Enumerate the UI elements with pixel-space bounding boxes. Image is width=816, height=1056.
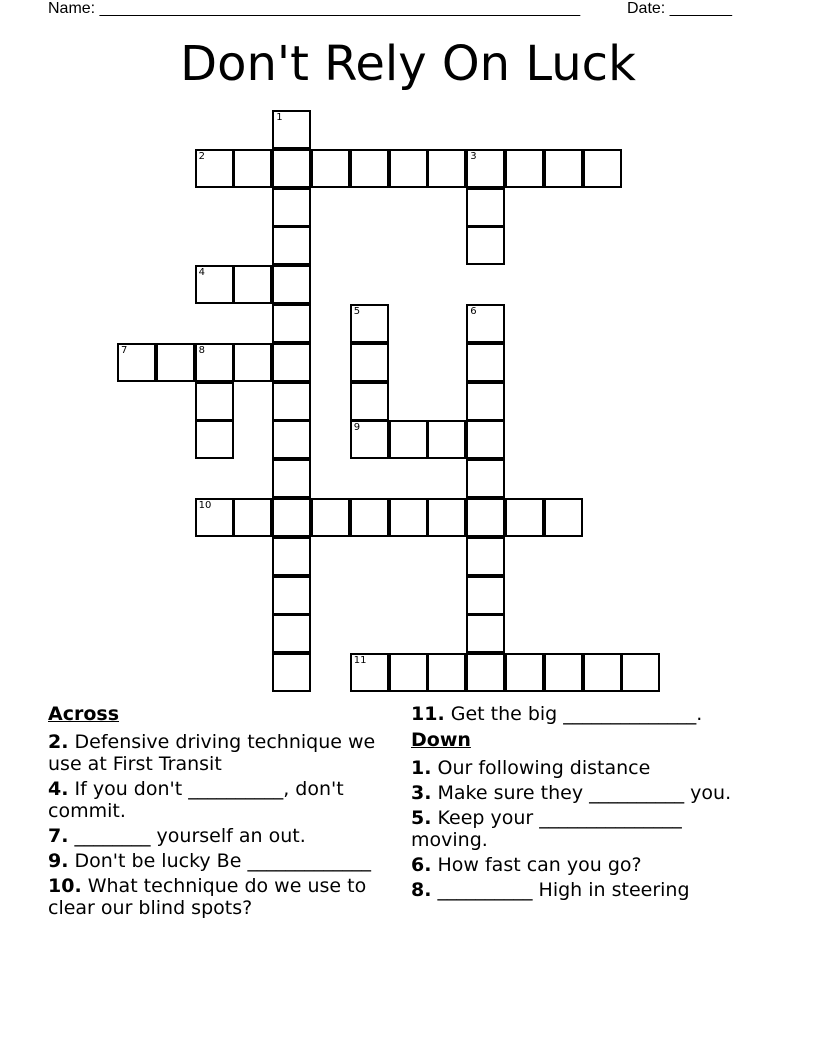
- grid-cell[interactable]: [311, 149, 350, 188]
- name-field[interactable]: Name: ______________________________________________________: [48, 0, 581, 17]
- grid-cell[interactable]: [389, 653, 428, 692]
- grid-cell[interactable]: [427, 149, 466, 188]
- down-heading: Down: [411, 729, 471, 751]
- across-clues: [48, 703, 398, 922]
- grid-cell[interactable]: [272, 576, 311, 615]
- grid-cell[interactable]: [466, 226, 505, 265]
- clue-across-9: 9. Don't be lucky Be _____________: [48, 850, 371, 872]
- grid-cell[interactable]: [350, 498, 389, 537]
- grid-cell[interactable]: [505, 149, 544, 188]
- grid-cell[interactable]: [195, 149, 234, 188]
- grid-cell[interactable]: [350, 653, 389, 692]
- grid-cell[interactable]: [466, 653, 505, 692]
- grid-cell[interactable]: [466, 304, 505, 343]
- cell-number: 1: [276, 112, 283, 123]
- grid-cell[interactable]: [195, 343, 234, 382]
- grid-cell[interactable]: [233, 498, 272, 537]
- clue-across-2: 2. Defensive driving technique we use at First Transit: [48, 731, 376, 775]
- grid-cell[interactable]: [427, 498, 466, 537]
- grid-cell[interactable]: [272, 265, 311, 304]
- clue-across-4: 4. If you don't __________, don't commit.: [48, 778, 344, 822]
- grid-cell[interactable]: [272, 459, 311, 498]
- grid-cell[interactable]: [350, 420, 389, 459]
- grid-cell[interactable]: [466, 188, 505, 227]
- grid-cell[interactable]: [427, 653, 466, 692]
- grid-cell[interactable]: [505, 498, 544, 537]
- cell-number: 4: [198, 267, 205, 279]
- grid-cell[interactable]: [233, 343, 272, 382]
- grid-cell[interactable]: [195, 265, 234, 304]
- grid-cell[interactable]: [272, 420, 311, 459]
- grid-cell[interactable]: [195, 420, 234, 459]
- grid-cell[interactable]: [466, 149, 505, 188]
- grid-cell[interactable]: [583, 653, 622, 692]
- grid-cell[interactable]: [272, 614, 311, 653]
- page-title: Don't Rely On Luck: [180, 36, 636, 92]
- grid-cell[interactable]: [272, 537, 311, 576]
- grid-cell[interactable]: [466, 343, 505, 382]
- clue-down-5: 5. Keep your _______________ moving.: [411, 807, 682, 851]
- grid-cell[interactable]: [272, 653, 311, 692]
- grid-cell[interactable]: [272, 188, 311, 227]
- grid-cell[interactable]: [311, 498, 350, 537]
- grid-cell[interactable]: [544, 653, 583, 692]
- grid-cell[interactable]: [544, 149, 583, 188]
- clue-down-3: 3. Make sure they __________ you.: [411, 782, 732, 804]
- grid-cell[interactable]: [350, 343, 389, 382]
- date-field[interactable]: Date: _______: [627, 0, 732, 17]
- grid-cell[interactable]: [621, 653, 660, 692]
- clue-across-10: 10. What technique do we use to clear our blind spots?: [48, 875, 367, 919]
- clue-down-1: 1. Our following distance: [411, 757, 651, 779]
- grid-cell[interactable]: [272, 226, 311, 265]
- cell-number: 10: [198, 500, 212, 511]
- clue-across-7: 7. ________ yourself an out.: [48, 825, 306, 847]
- grid-cell[interactable]: [272, 304, 311, 343]
- cell-number: 2: [198, 150, 205, 162]
- grid-cell[interactable]: [466, 537, 505, 576]
- clue-down-8: 8. __________ High in steering: [411, 879, 690, 901]
- grid-cell[interactable]: [389, 498, 428, 537]
- grid-cell[interactable]: [195, 498, 234, 537]
- grid-cell[interactable]: [389, 149, 428, 188]
- grid-cell[interactable]: [156, 343, 195, 382]
- grid-cell[interactable]: [350, 382, 389, 421]
- clue-across-11: 11. Get the big ______________.: [411, 703, 703, 725]
- right-clue-column: [411, 703, 761, 904]
- grid-cell[interactable]: [466, 498, 505, 537]
- grid-cell[interactable]: [233, 149, 272, 188]
- grid-cell[interactable]: [272, 149, 311, 188]
- grid-cell[interactable]: [195, 382, 234, 421]
- cell-number: 5: [353, 306, 361, 317]
- cell-number: 8: [198, 344, 205, 356]
- grid-cell[interactable]: [272, 343, 311, 382]
- grid-cell[interactable]: [117, 343, 156, 382]
- grid-cell[interactable]: [389, 420, 428, 459]
- cell-number: 7: [121, 344, 128, 356]
- grid-cell[interactable]: [505, 653, 544, 692]
- grid-cell[interactable]: [350, 304, 389, 343]
- grid-cell[interactable]: [583, 149, 622, 188]
- grid-cell[interactable]: [233, 265, 272, 304]
- grid-cell[interactable]: [466, 459, 505, 498]
- grid-cell[interactable]: [544, 498, 583, 537]
- grid-cell[interactable]: [272, 382, 311, 421]
- cell-number: 9: [353, 422, 361, 434]
- cell-number: 11: [353, 655, 367, 667]
- grid-cell[interactable]: [272, 498, 311, 537]
- grid-cell[interactable]: [466, 420, 505, 459]
- across-heading: Across: [48, 703, 120, 725]
- grid-cell[interactable]: [466, 614, 505, 653]
- grid-cell[interactable]: [350, 149, 389, 188]
- grid-cell[interactable]: [466, 382, 505, 421]
- cell-number: 6: [470, 306, 477, 317]
- grid-cell[interactable]: [427, 420, 466, 459]
- clue-down-6: 6. How fast can you go?: [411, 854, 642, 876]
- grid-cell[interactable]: [272, 110, 311, 149]
- cell-number: 3: [470, 150, 477, 162]
- grid-cell[interactable]: [466, 576, 505, 615]
